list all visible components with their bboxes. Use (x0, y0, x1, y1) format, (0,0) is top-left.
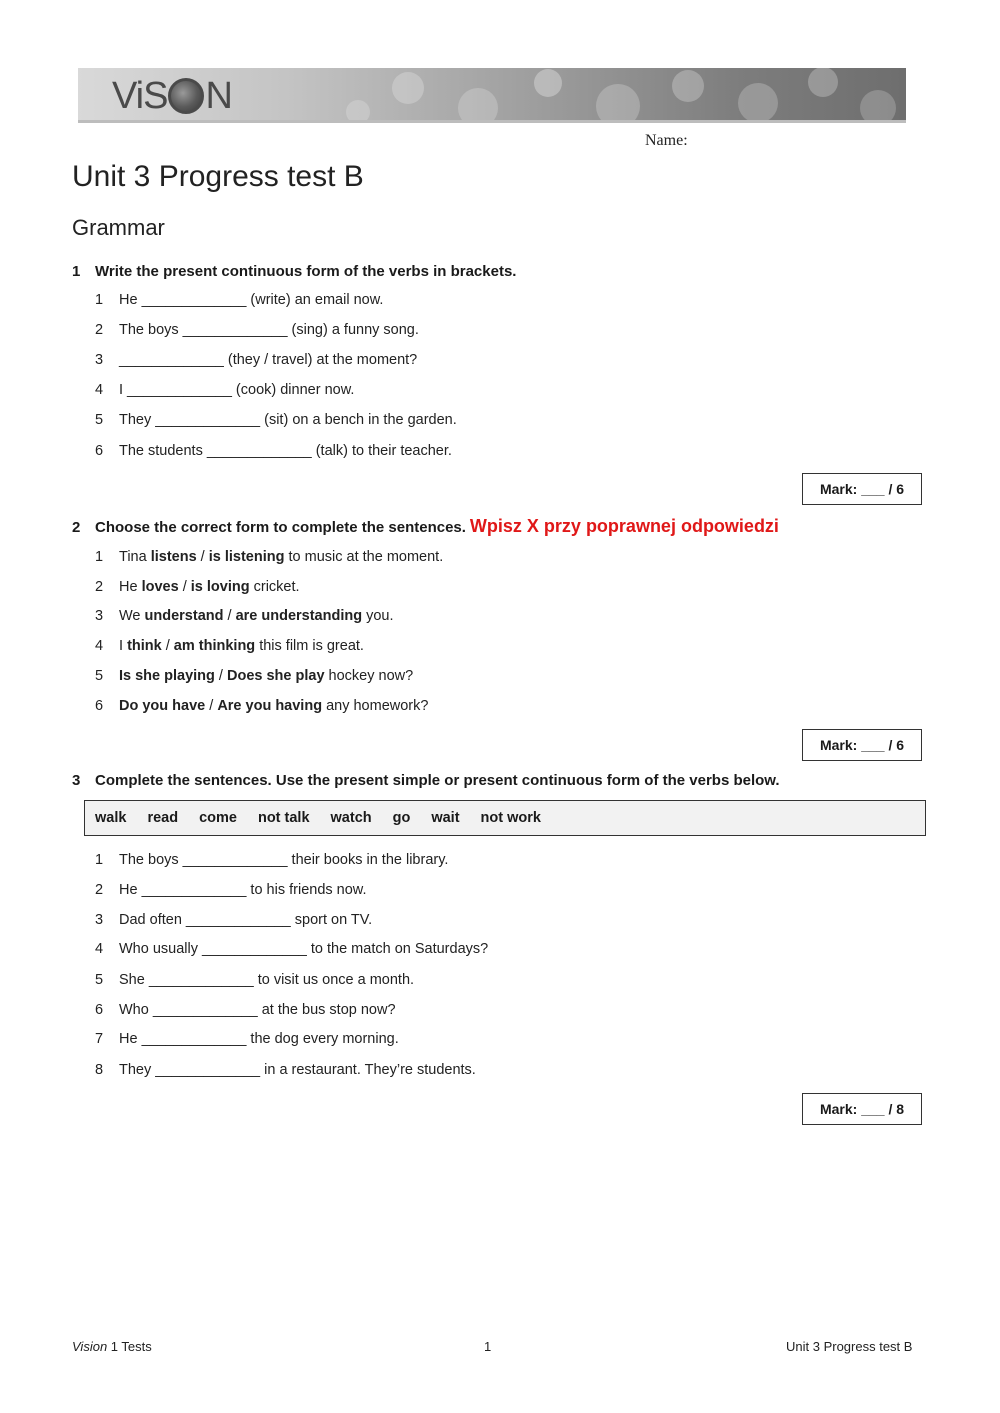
option-b: Does she play (227, 668, 325, 684)
item-number: 6 (95, 698, 104, 714)
item-number: 4 (95, 638, 104, 654)
page-title: Unit 3 Progress test B (72, 160, 364, 193)
list-item (95, 941, 488, 957)
exercise-instruction: Choose the correct form to complete the sentences. (95, 519, 466, 536)
option-a: Is she playing (119, 668, 215, 684)
option-separator: / (205, 698, 218, 714)
list-item (95, 382, 354, 398)
word-option: wait (431, 810, 460, 826)
item-text: The boys _____________ their books in the library. (119, 852, 449, 868)
vision-logo (112, 74, 232, 118)
list-item (95, 1002, 396, 1018)
globe-icon (168, 78, 204, 114)
section-title: Grammar (72, 215, 165, 240)
list-item (95, 443, 452, 459)
option-a: loves (141, 579, 179, 595)
option-b: is listening (208, 549, 285, 565)
option-b: is loving (190, 579, 250, 595)
item-text: They _____________ in a restaurant. They’re students. (119, 1062, 476, 1078)
item-number: 3 (95, 608, 104, 624)
list-item (95, 638, 364, 654)
option-separator: / (161, 638, 174, 654)
option-a: listens (150, 549, 197, 565)
item-text: He _____________ the dog every morning. (119, 1031, 399, 1047)
list-item (95, 912, 372, 928)
item-text: The boys _____________ (sing) a funny song. (119, 322, 419, 338)
item-number: 8 (95, 1062, 104, 1078)
list-item (95, 972, 414, 988)
list-item (95, 1062, 476, 1078)
item-number: 5 (95, 412, 104, 428)
item-text: I (119, 638, 128, 654)
item-number: 7 (95, 1031, 104, 1047)
mark-box-exercise-2: Mark: ___ / 6 (802, 729, 922, 761)
option-b: am thinking (173, 638, 256, 654)
item-number: 1 (95, 852, 104, 868)
option-a: Do you have (119, 698, 206, 714)
mark-box-exercise-3: Mark: ___ / 8 (802, 1093, 922, 1125)
item-text: I _____________ (cook) dinner now. (119, 382, 355, 398)
footer-right: Unit 3 Progress test B (786, 1339, 913, 1354)
item-number: 1 (95, 292, 104, 308)
item-text: He (119, 579, 142, 595)
word-box (84, 800, 926, 836)
item-text: The students _____________ (talk) to their teacher. (119, 443, 452, 459)
footer-left (72, 1339, 152, 1354)
item-number: 5 (95, 972, 104, 988)
exercise-number: 1 (72, 263, 81, 280)
word-option: read (147, 810, 179, 826)
instruction-note-red: Wpisz X przy poprawnej odpowiedzi (469, 516, 779, 536)
exercise-1-heading (72, 263, 516, 280)
exercise-number: 2 (72, 519, 81, 536)
word-option: walk (95, 810, 127, 826)
item-text: hockey now? (324, 668, 414, 684)
item-text: you. (362, 608, 394, 624)
list-item (95, 352, 417, 368)
logo-text-end: N (205, 75, 232, 117)
item-number: 2 (95, 882, 104, 898)
list-item (95, 579, 300, 595)
list-item (95, 668, 413, 684)
item-number: 3 (95, 912, 104, 928)
footer-book-title: Vision (72, 1339, 108, 1354)
item-number: 6 (95, 1002, 104, 1018)
item-text: Who usually _____________ to the match on Saturdays? (119, 941, 489, 957)
list-item (95, 412, 457, 428)
list-item (95, 882, 367, 898)
mark-box-exercise-1: Mark: ___ / 6 (802, 473, 922, 505)
item-text: Who _____________ at the bus stop now? (119, 1002, 396, 1018)
item-text: He _____________ to his friends now. (119, 882, 367, 898)
item-number: 2 (95, 322, 104, 338)
exercise-3-heading (72, 772, 780, 789)
exercise-number: 3 (72, 772, 81, 789)
option-a: understand (144, 608, 224, 624)
list-item (95, 698, 428, 714)
item-text: _____________ (they / travel) at the moment? (119, 352, 418, 368)
item-number: 2 (95, 579, 104, 595)
exercise-instruction: Complete the sentences. Use the present simple or present continuous form of the verbs below. (95, 772, 780, 789)
option-b: Are you having (217, 698, 323, 714)
item-text: We (119, 608, 145, 624)
header-banner (78, 68, 906, 123)
item-number: 5 (95, 668, 104, 684)
option-separator: / (223, 608, 236, 624)
option-separator: / (196, 549, 209, 565)
item-text: They _____________ (sit) on a bench in the garden. (119, 412, 457, 428)
list-item (95, 1031, 399, 1047)
exercise-instruction: Write the present continuous form of the verbs in brackets. (95, 263, 517, 280)
item-text: cricket. (249, 579, 300, 595)
item-number: 6 (95, 443, 104, 459)
item-number: 3 (95, 352, 104, 368)
item-number: 1 (95, 549, 104, 565)
item-number: 4 (95, 941, 104, 957)
item-text: He _____________ (write) an email now. (119, 292, 384, 308)
item-text: to music at the moment. (284, 549, 444, 565)
word-option: watch (330, 810, 372, 826)
list-item (95, 608, 394, 624)
list-item (95, 322, 419, 338)
word-option: not talk (257, 810, 310, 826)
word-option: come (199, 810, 237, 826)
item-text: any homework? (322, 698, 429, 714)
item-text: She _____________ to visit us once a month. (119, 972, 415, 988)
word-option: not work (480, 810, 541, 826)
word-option: go (392, 810, 411, 826)
option-separator: / (214, 668, 227, 684)
item-number: 4 (95, 382, 104, 398)
option-separator: / (178, 579, 191, 595)
item-text: Tina (119, 549, 151, 565)
item-text: this film is great. (255, 638, 364, 654)
logo-text-start: ViS (112, 75, 168, 117)
list-item (95, 549, 443, 565)
banner-divider (78, 120, 906, 123)
exercise-2-heading (72, 516, 779, 537)
page-number: 1 (484, 1339, 492, 1354)
name-label: Name: (645, 132, 688, 149)
footer-book-suffix: 1 Tests (107, 1339, 152, 1354)
list-item (95, 852, 448, 868)
option-b: are understanding (235, 608, 363, 624)
list-item (95, 292, 383, 308)
item-text: Dad often _____________ sport on TV. (119, 912, 373, 928)
option-a: think (127, 638, 162, 654)
